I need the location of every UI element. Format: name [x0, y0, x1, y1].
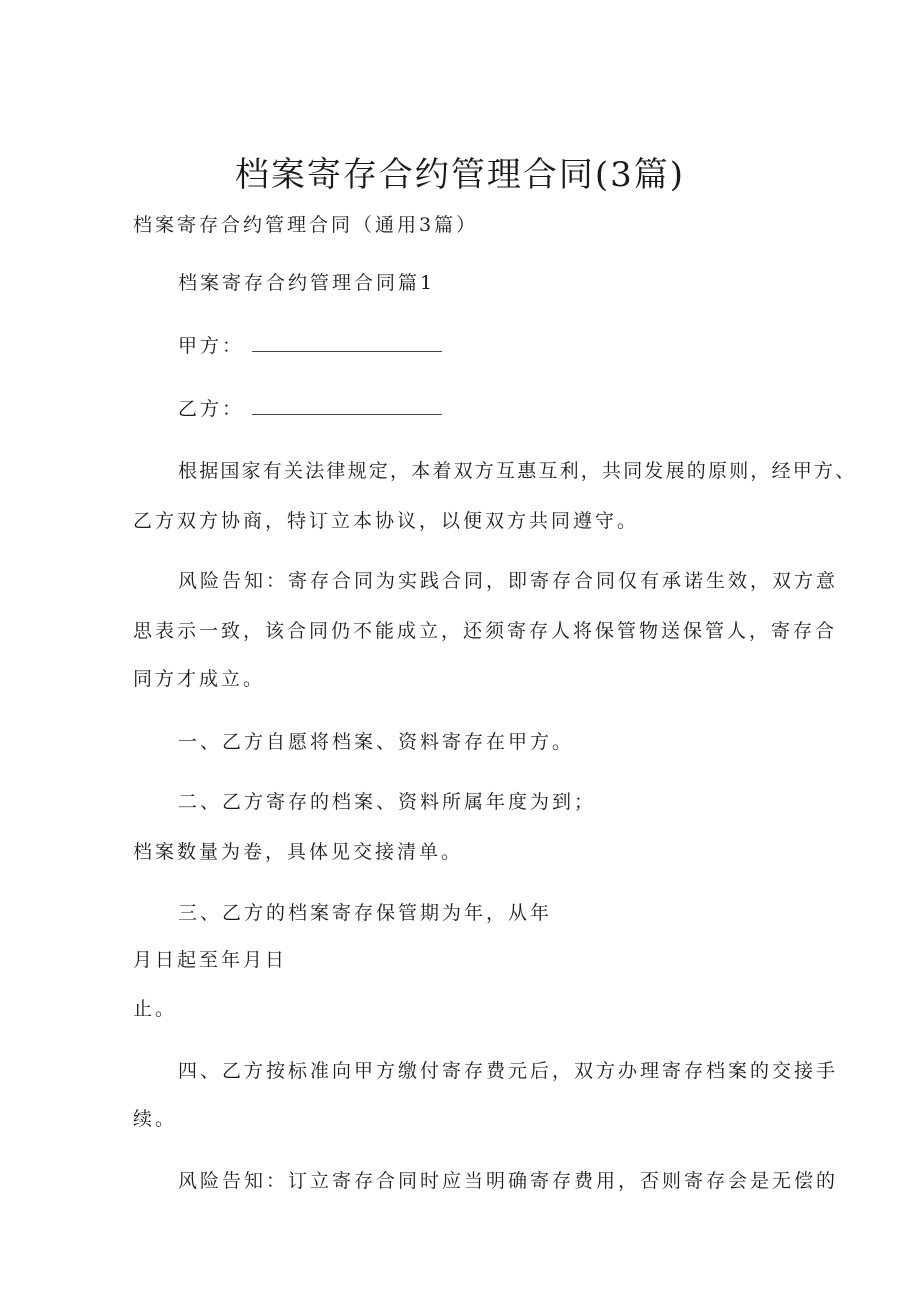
paragraph-line: 风险告知：订立寄存合同时应当明确寄存费用，否则寄存会是无偿的	[178, 1170, 839, 1192]
party-a-blank	[252, 331, 442, 352]
paragraph-line: 续。	[133, 1108, 178, 1130]
paragraph-line: 同方才成立。	[133, 668, 266, 690]
paragraph-line: 二、乙方寄存的档案、资料所属年度为到；	[178, 791, 597, 813]
paragraph-line: 月日起至年月日	[133, 949, 288, 971]
paragraph-line: 档案数量为卷，具体见交接清单。	[133, 841, 464, 863]
paragraph-line: 四、乙方按标准向甲方缴付寄存费元后，双方办理寄存档案的交接手	[178, 1060, 839, 1082]
paragraph-line: 思表示一致，该合同仍不能成立，还须寄存人将保管物送保管人，寄存合	[133, 620, 838, 642]
party-b-label: 乙方：	[178, 398, 245, 420]
section-heading: 档案寄存合约管理合同篇1	[178, 272, 436, 294]
paragraph-line: 乙方双方协商，特订立本协议，以便双方共同遵守。	[133, 510, 640, 532]
party-a-label: 甲方：	[178, 335, 245, 357]
party-a-line	[178, 331, 442, 361]
paragraph-line: 止。	[133, 998, 178, 1020]
document-subtitle: 档案寄存合约管理合同（通用3篇）	[133, 214, 479, 236]
paragraph-line: 一、乙方自愿将档案、资料寄存在甲方。	[178, 731, 575, 753]
party-b-line	[178, 394, 442, 424]
paragraph-line: 三、乙方的档案寄存保管期为年，从年	[178, 902, 553, 924]
party-b-blank	[252, 394, 442, 415]
paragraph-line: 风险告知：寄存合同为实践合同，即寄存合同仅有承诺生效，双方意	[178, 570, 839, 592]
paragraph-line: 根据国家有关法律规定，本着双方互惠互利，共同发展的原则，经甲方、	[178, 460, 857, 482]
document-title: 档案寄存合约管理合同(3篇)	[234, 155, 686, 195]
